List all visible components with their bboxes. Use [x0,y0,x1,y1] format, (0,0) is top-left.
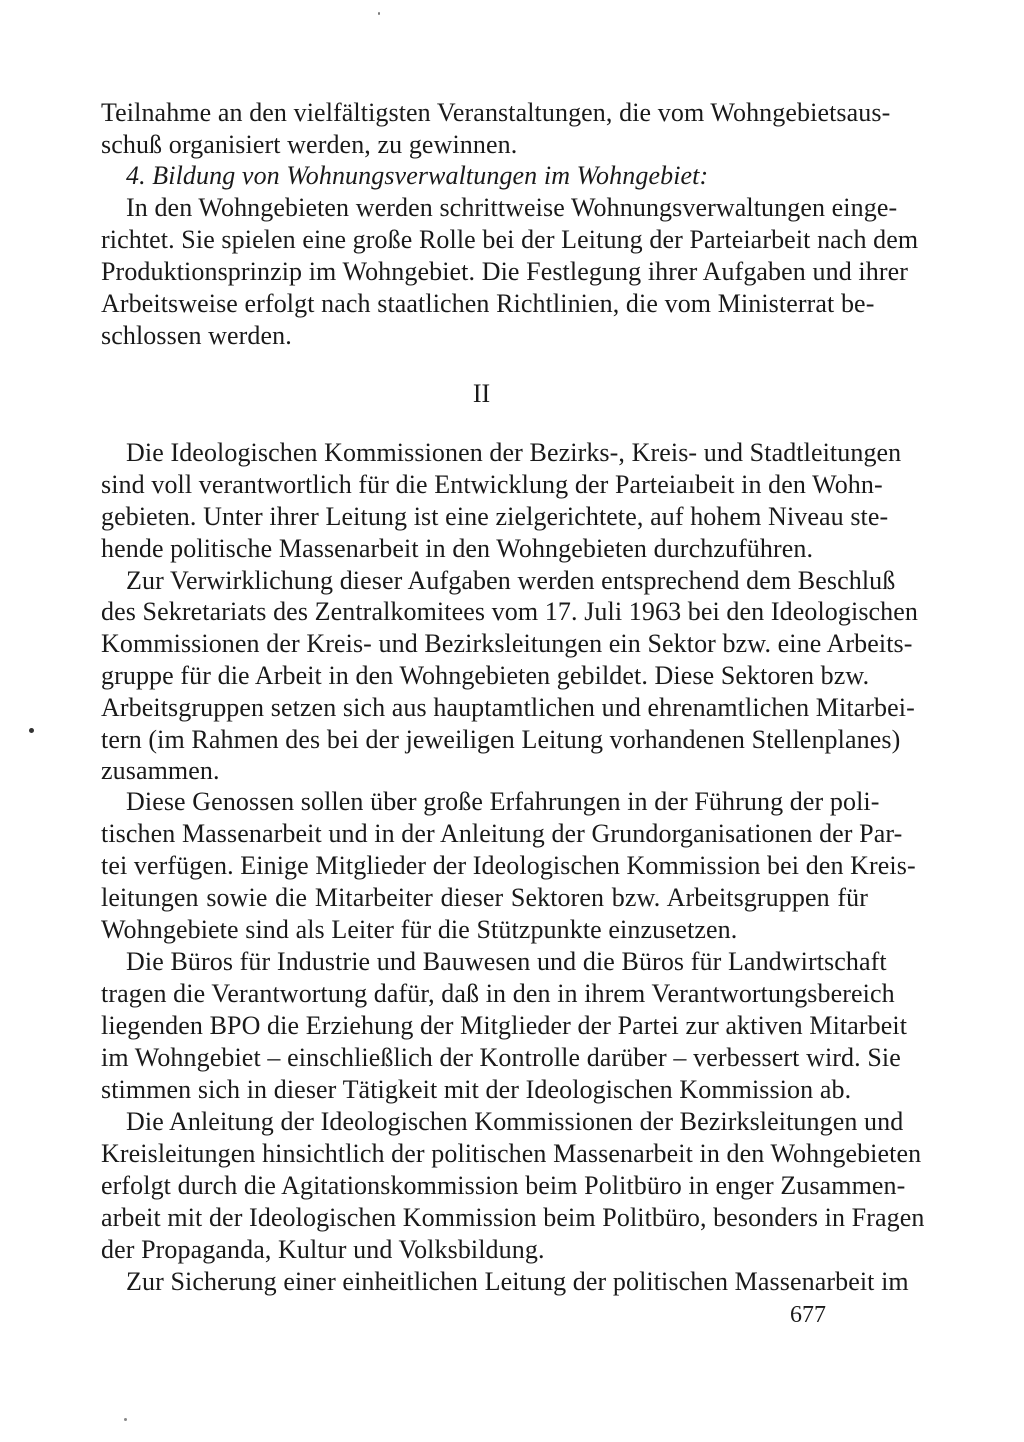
text-line: Die Ideologischen Kommissionen der Bezirks-, Kreis- und Stadtleitungen [126,438,902,467]
text-line: tei verfügen. Einige Mitglieder der Ideologischen Kommission bei den Kreis- [101,851,916,880]
text-line: Arbeitsgruppen setzen sich aus hauptamtlichen und ehrenamtlichen Mitarbei- [101,693,915,722]
text-line: liegenden BPO die Erziehung der Mitglieder der Partei zur aktiven Mitarbeit [101,1011,908,1040]
text-line: hende politische Massenarbeit in den Wohngebieten durchzuführen. [101,534,814,563]
text-line: schlossen werden. [101,321,292,350]
text-line: erfolgt durch die Agitationskommission beim Politbüro in enger Zusammen- [101,1171,906,1200]
text-line: tragen die Verantwortung dafür, daß in den in ihrem Verantwortungsbereich [101,979,895,1008]
text-line: Die Anleitung der Ideologischen Kommissionen der Bezirksleitungen und [126,1107,904,1136]
text-line: Zur Verwirklichung dieser Aufgaben werden entsprechend dem Beschluß [126,566,896,595]
text-line: der Propaganda, Kultur und Volksbildung. [101,1235,545,1264]
text-line: Teilnahme an den vielfältigsten Veranstaltungen, die vom Wohngebietsaus- [101,98,891,127]
text-line: schuß organisiert werden, zu gewinnen. [101,130,518,159]
text-line: zusammen. [101,756,220,785]
page-number: 677 [790,1302,826,1328]
text-line: Diese Genossen sollen über große Erfahrungen in der Führung der poli- [126,787,880,816]
margin-speck [124,1418,127,1421]
text-line: tischen Massenarbeit und in der Anleitung der Grundorganisationen der Par- [101,819,903,848]
subsection-heading: 4. Bildung von Wohnungsverwaltungen im Wohngebiet: [126,161,709,190]
text-line: Zur Sicherung einer einheitlichen Leitung der politischen Massenarbeit im [126,1267,909,1296]
text-line: Wohngebiete sind als Leiter für die Stützpunkte einzusetzen. [101,915,738,944]
text-line: richtet. Sie spielen eine große Rolle bei der Leitung der Parteiarbeit nach dem [101,225,919,254]
text-line: Arbeitsweise erfolgt nach staatlichen Richtlinien, die vom Ministerrat be- [101,289,875,318]
text-line: gruppe für die Arbeit in den Wohngebieten gebildet. Diese Sektoren bzw. [101,661,870,690]
section-heading: II [472,379,491,408]
text-line: im Wohngebiet – einschließlich der Kontrolle darüber – verbessert wird. Sie [101,1043,901,1072]
text-line: Kommissionen der Kreis- und Bezirksleitungen ein Sektor bzw. eine Arbeits- [101,629,913,658]
text-line: gebieten. Unter ihrer Leitung ist eine zielgerichtete, auf hohem Niveau ste- [101,502,889,531]
text-line: leitungen sowie die Mitarbeiter dieser Sektoren bzw. Arbeitsgruppen für [101,883,868,912]
text-line: arbeit mit der Ideologischen Kommission beim Politbüro, besonders in Fragen [101,1203,925,1232]
text-line: tern (im Rahmen des bei der jeweiligen Leitung vorhandenen Stellenplanes) [101,725,901,754]
text-line: des Sekretariats des Zentralkomitees vom 17. Juli 1963 bei den Ideologischen [101,597,919,626]
text-line: Kreisleitungen hinsichtlich der politischen Massenarbeit in den Wohngebieten [101,1139,922,1168]
text-line: Produktionsprinzip im Wohngebiet. Die Festlegung ihrer Aufgaben und ihrer [101,257,908,286]
margin-speck [378,12,380,15]
text-line: sind voll verantwortlich für die Entwicklung der Parteiaıbeit in den Wohn- [101,470,883,499]
text-line: stimmen sich in dieser Tätigkeit mit der Ideologischen Kommission ab. [101,1075,852,1104]
margin-speck [29,728,34,733]
text-line: In den Wohngebieten werden schrittweise Wohnungsverwaltungen einge- [126,193,898,222]
text-line: Die Büros für Industrie und Bauwesen und die Büros für Landwirtschaft [126,947,887,976]
